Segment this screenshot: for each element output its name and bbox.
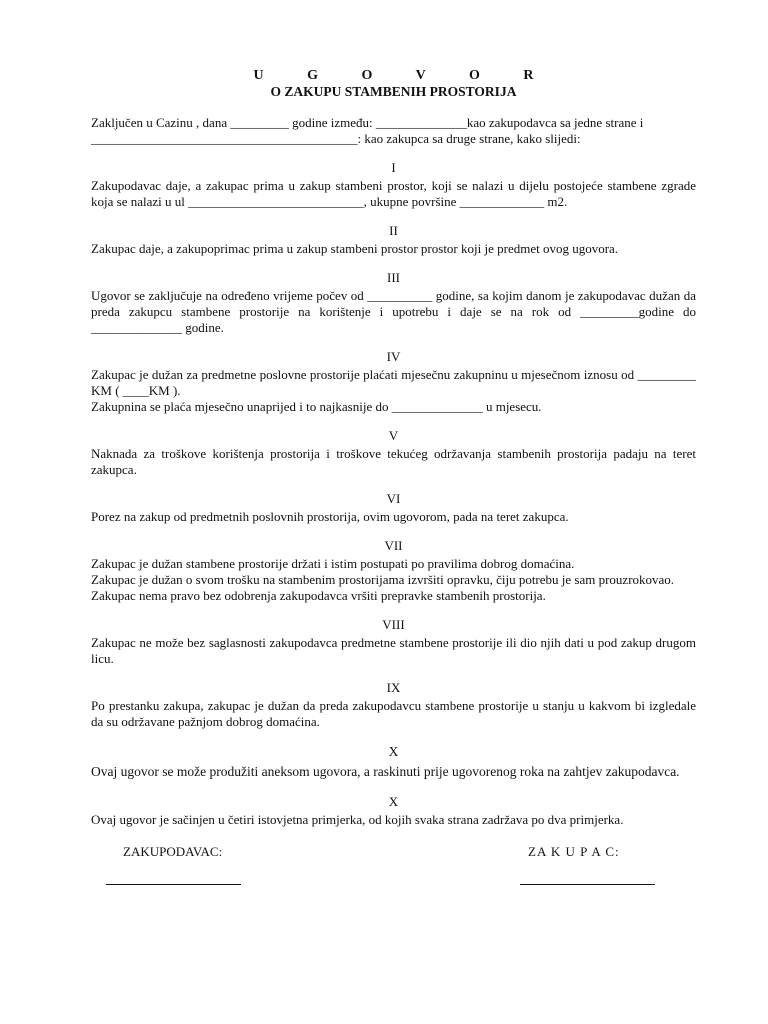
- article-number: III: [387, 270, 400, 285]
- article-number: X: [388, 794, 399, 809]
- intro-line-1: Zaključen u Cazinu , dana _________ godine između: ______________kao zakupodavca sa jedne strane i: [91, 115, 644, 130]
- article-paragraph: Ugovor se zaključuje na određeno vrijeme počev od __________ godine, sa kojim danom je zakupodavac dužan da preda zakupcu stambene prostorije na korištenje i upotrebu i daje se na rok od _________godine do ______________ godine.: [91, 288, 696, 335]
- article-paragraph: Zakupac nema pravo bez odobrenja zakupodavca vršiti prepravke stambenih prostorija.: [91, 588, 546, 603]
- article-paragraph: Naknada za troškove korištenja prostorija i troškove tekućeg održavanja stambenih prostorija padaju na teret zakupca.: [91, 446, 696, 477]
- article-paragraph: Zakupac je dužan za predmetne poslovne prostorije plaćati mjesečnu zakupninu u mjesečnom iznosu od _________ KM ( ____KM ).: [91, 367, 696, 398]
- article-number: VII: [384, 538, 403, 553]
- article-paragraph: Zakupac daje, a zakupoprimac prima u zakup stambeni prostor prostor koji je predmet ovog ugovora.: [91, 241, 619, 256]
- article-paragraph: Ovaj ugovor se može produžiti aneksom ugovora, a raskinuti prije ugovorenog roka na zahtjev zakupodavca.: [91, 764, 680, 779]
- intro-line-2: _________________________________________: kao zakupca sa druge strane, kako slijedi:: [91, 131, 581, 146]
- article-number: IV: [386, 349, 401, 364]
- lessee-signature-label: ZA K U P A C:: [528, 844, 620, 859]
- article-number: IX: [386, 680, 401, 695]
- article-number: I: [391, 160, 396, 175]
- article-paragraph: Porez na zakup od predmetnih poslovnih prostorija, ovim ugovorom, pada na teret zakupca.: [91, 509, 569, 524]
- document-subtitle: O ZAKUPU STAMBENIH PROSTORIJA: [270, 84, 517, 99]
- article-paragraph: Zakupodavac daje, a zakupac prima u zakup stambeni prostor, koji se nalazi u dijelu postojeće stambene zgrade koja se nalazi u ul ___________________________, ukupne površine _____________ m2.: [91, 178, 696, 209]
- article-paragraph: Zakupac ne može bez saglasnosti zakupodavca predmetne stambene prostorije ili dio njih dati u pod zakup drugom licu.: [91, 635, 696, 666]
- article-number: VIII: [382, 617, 405, 632]
- article-number: X: [388, 744, 399, 759]
- lessor-signature-line: [106, 884, 241, 885]
- article-paragraph: Zakupac je dužan o svom trošku na stambenim prostorijama izvršiti opravku, čiju potrebu je sam prouzrokovao.: [91, 572, 675, 587]
- article-paragraph: Po prestanku zakupa, zakupac je dužan da preda zakupodavcu stambene prostorije u stanju u kakvom bi izgledale da su održavane pažnjom dobrog domaćina.: [91, 698, 696, 729]
- article-number: VI: [386, 491, 401, 506]
- article-number: V: [388, 428, 399, 443]
- document-title: U G O V O R: [253, 68, 554, 83]
- article-number: II: [389, 223, 398, 238]
- signature-block: [91, 844, 696, 904]
- article-paragraph: Zakupac je dužan stambene prostorije držati i istim postupati po pravilima dobrog domaćina.: [91, 556, 575, 571]
- intro-paragraph: [91, 115, 696, 147]
- article-paragraph: Ovaj ugovor je sačinjen u četiri istovjetna primjerka, od kojih svaka strana zadržava po dva primjerka.: [91, 812, 624, 827]
- lessee-signature-line: [520, 884, 655, 885]
- article-paragraph: Zakupnina se plaća mjesečno unaprijed i to najkasnije do ______________ u mjesecu.: [91, 399, 542, 414]
- lessor-signature-label: ZAKUPODAVAC:: [123, 844, 223, 859]
